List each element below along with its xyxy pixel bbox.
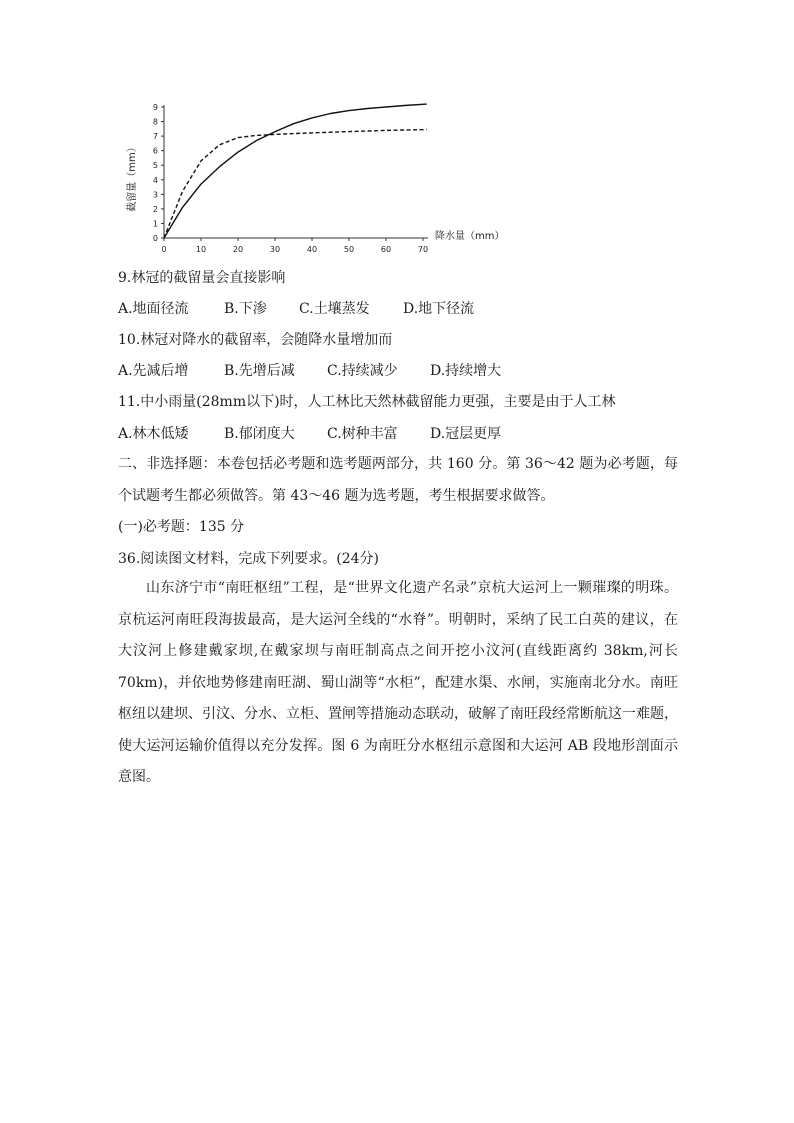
q36-stem: 36.阅读图文材料，完成下列要求。(24分)	[118, 551, 380, 567]
x-tick-label: 30	[269, 245, 281, 254]
q10-option-b: B.先增后减	[224, 363, 295, 379]
q11-option-a: A.林木低矮	[118, 426, 189, 442]
q10-option-a: A.先减后增	[118, 363, 189, 379]
q9-stem: 9.林冠的截留量会直接影响	[118, 270, 286, 286]
y-tick-label: 3	[152, 190, 158, 200]
q9-option-c: C.土壤蒸发	[299, 301, 370, 317]
y-tick-label: 9	[152, 103, 158, 112]
chart-series	[164, 104, 427, 238]
q11-option-b: B.郁闭度大	[224, 426, 295, 442]
x-tick-label: 60	[380, 245, 392, 254]
q11-option-c: C.树种丰富	[327, 426, 398, 442]
q36-material: 山东济宁市“南旺枢纽”工程，是“世界文化遗产名录”京杭大运河上一颗璀璨的明珠。京杭运河南旺段海拔最高，是大运河全线的“水脊”。明朝时，采纳了民工白英的建议，在大汶河上修建戴家坝,在戴家坝与南旺制高点之间开挖小汶河(直线距离约 38km,河长70km)，并依地势修建南旺湖、蜀山湖等“水柜”，配建水渠、水闸，实施南北分水。南旺枢纽以建坝、引汶、分水、立柜、置闸等措施动态联动，破解了南旺段经常断航这一难题，使大运河运输价值得以充分发挥。图 6 为南旺分水枢纽示意图和大运河 AB 段地形剖面示意图。	[118, 580, 678, 785]
solid-series-line	[164, 104, 427, 238]
y-tick-label: 2	[152, 204, 158, 214]
x-tick-label: 70	[417, 245, 429, 254]
q10-option-d: D.持续增大	[430, 363, 502, 379]
y-tick-label: 0	[152, 234, 158, 243]
y-tick-label: 5	[152, 161, 158, 171]
x-tick-label: 50	[343, 245, 355, 254]
y-tick-label: 6	[152, 146, 158, 156]
q11-option-d: D.冠层更厚	[430, 426, 502, 442]
y-tick-label: 8	[152, 117, 158, 127]
q10-stem: 10.林冠对降水的截留率，会随降水量增加而	[118, 332, 393, 348]
q11-stem: 11.中小雨量(28mm以下)时，人工林比天然林截留能力更强，主要是由于人工林	[118, 394, 616, 410]
q9-option-b: B.下渗	[224, 301, 267, 317]
q10-option-c: C.持续减少	[327, 363, 398, 379]
x-tick-label: 40	[306, 245, 318, 254]
q9-option-a: A.地面径流	[118, 301, 189, 317]
q9-option-d: D.地下径流	[403, 301, 475, 317]
x-tick-label: 10	[195, 245, 207, 254]
dashed-series-line	[164, 130, 427, 238]
y-tick-label: 4	[152, 175, 158, 185]
y-tick-label: 1	[152, 219, 158, 229]
required-section-heading: (一)必考题：135 分	[118, 519, 245, 535]
y-tick-label: 7	[152, 132, 158, 142]
interception-chart	[127, 92, 505, 262]
x-tick-label: 0	[161, 245, 167, 254]
y-axis-label: 截留量（mm）	[127, 142, 138, 212]
section2-intro: 二、非选择题：本卷包括必考题和选考题两部分，共 160 分。第 36～42 题为必考题，每个试题考生都必须做答。第 43～46 题为选考题，考生根据要求做答。	[118, 456, 678, 504]
x-axis-label: 降水量（mm）	[435, 231, 505, 242]
x-tick-label: 20	[232, 245, 244, 254]
